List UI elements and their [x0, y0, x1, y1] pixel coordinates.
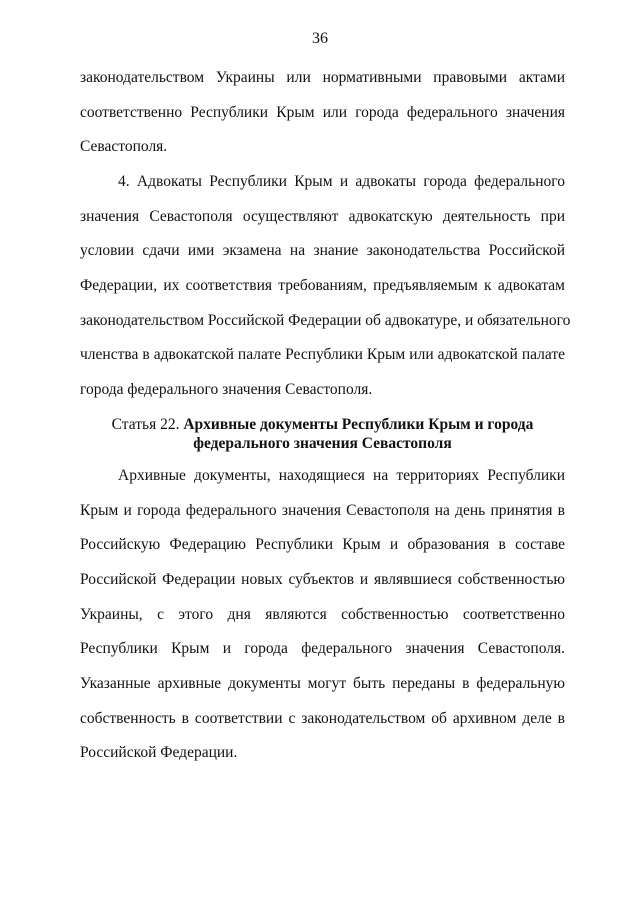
paragraph-line: Указанные архивные документы могут быть переданы в федеральную — [80, 675, 565, 692]
article-title-line1: Архивные документы Республики Крым и города — [183, 416, 534, 433]
paragraph-line: членства в адвокатской палате Республики Крым или адвокатской палате — [80, 346, 565, 363]
paragraph-line: условии сдачи ими экзамена на знание законодательства Российской — [80, 242, 565, 259]
page-number: 36 — [312, 30, 328, 47]
paragraph-line: Республики Крым и города федерального значения Севастополя. — [80, 640, 565, 657]
paragraph-line: Российской Федерации. — [80, 744, 238, 761]
paragraph-line: значения Севастополя осуществляют адвокатскую деятельность при — [80, 208, 565, 225]
paragraph-line: Российскую Федерацию Республики Крым и образования в составе — [80, 536, 565, 553]
article-title-line2: федерального значения Севастополя — [193, 435, 452, 452]
paragraph-line: законодательством Российской Федерации об адвокатуре, и обязательного — [80, 312, 571, 329]
paragraph-line: Архивные документы, находящиеся на территориях Республики — [118, 467, 565, 484]
paragraph-line: Крым и города федерального значения Севастополя на день принятия в — [80, 502, 565, 519]
article-heading — [80, 415, 565, 453]
paragraph-line: города федерального значения Севастополя. — [80, 381, 373, 398]
paragraph-line: соответственно Республики Крым или города федерального значения — [80, 104, 565, 121]
paragraph-line: законодательством Украины или нормативными правовыми актами — [80, 69, 565, 86]
paragraph-line: Украины, с этого дня являются собственностью соответственно — [80, 606, 565, 623]
paragraph-line: собственность в соответствии с законодательством об архивном деле в — [80, 710, 565, 727]
paragraph-line: Федерации, их соответствия требованиям, предъявляемым к адвокатам — [80, 277, 565, 294]
article-number: Статья 22. — [111, 416, 180, 433]
paragraph-line: Севастополя. — [80, 138, 168, 155]
paragraph-line: Российской Федерации новых субъектов и являвшиеся собственностью — [80, 571, 565, 588]
paragraph-line: 4. Адвокаты Республики Крым и адвокаты города федерального — [118, 173, 565, 190]
